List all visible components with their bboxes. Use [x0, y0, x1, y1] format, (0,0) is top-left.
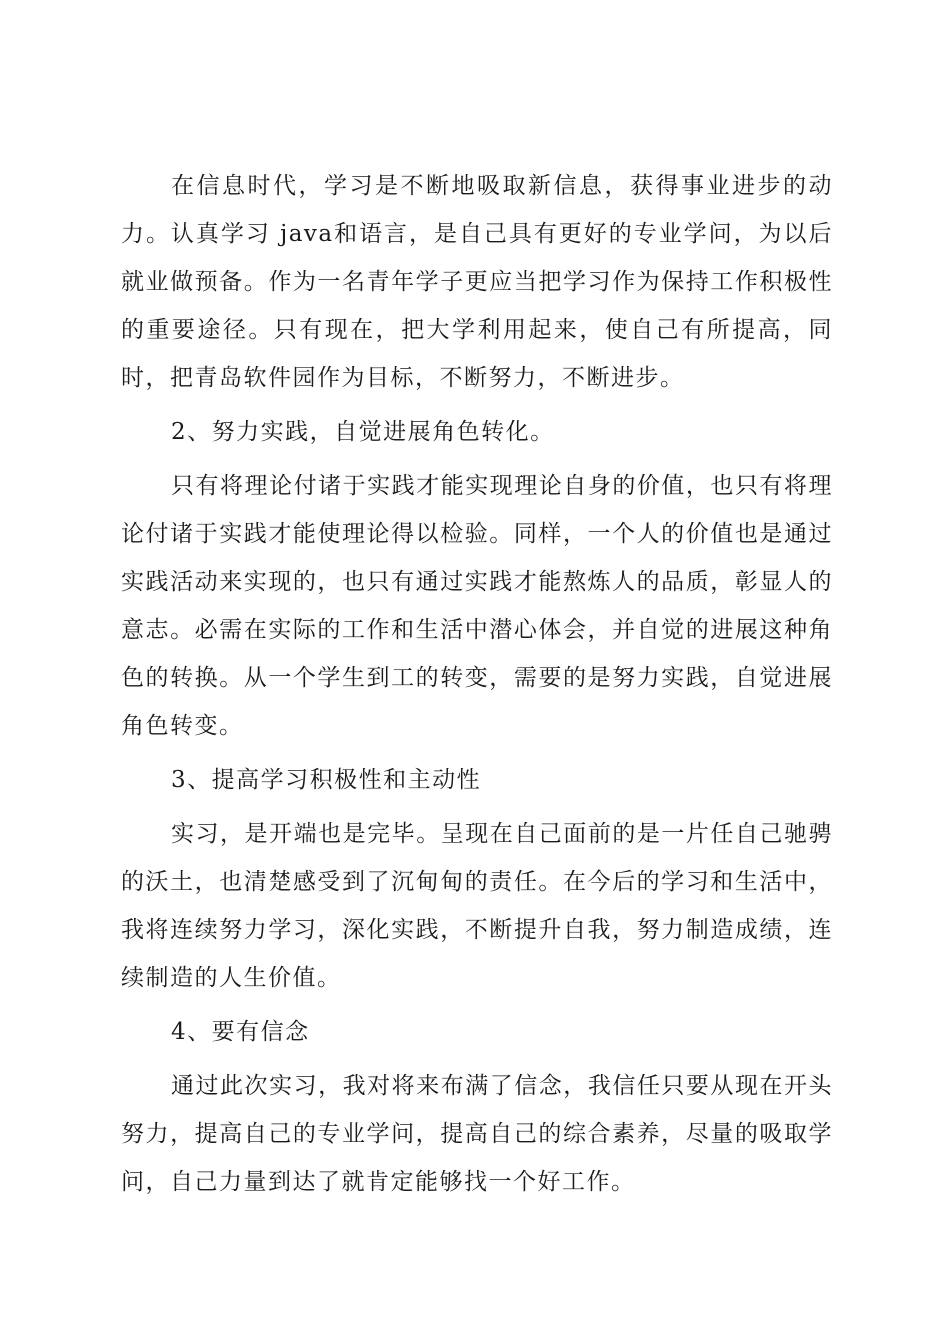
paragraph-practice: 只有将理论付诸于实践才能实现理论自身的价值，也只有将理论付诸于实践才能使理论得以检验。同样，一个人的价值也是通过实践活动来实现的，也只有通过实践才能熬炼人的品质，彰显人的意志。必需在实际的工作和生活中潜心体会，并自觉的进展这种角色的转换。从一个学生到工的转变，需要的是努力实践，自觉进展角色转变。	[121, 473, 833, 739]
paragraph-information-age: 在信息时代，学习是不断地吸取新信息，获得事业进步的动力。认真学习 java和语言，是自己具有更好的专业学问，为以后就业做预备。作为一名青年学子更应当把学习作为保持工作积极性的重要途径。只有现在，把大学利用起来，使自己有所提高，同时，把青岛软件园作为目标，不断努力，不断进步。	[121, 173, 833, 391]
paragraph-initiative: 实习，是开端也是完毕。呈现在自己面前的是一片任自己驰骋的沃土，也清楚感受到了沉甸甸的责任。在今后的学习和生活中，我将连续努力学习，深化实践，不断提升自我，努力制造成绩，连续制造的人生价值。	[121, 821, 833, 991]
section-heading-belief: 4、要有信念	[171, 1019, 310, 1045]
section-heading-practice: 2、努力实践，自觉进展角色转化。	[171, 419, 555, 445]
document-body	[121, 162, 833, 1212]
section-heading-initiative: 3、提高学习积极性和主动性	[171, 767, 482, 793]
paragraph-belief: 通过此次实习，我对将来布满了信念，我信任只要从现在开头努力，提高自己的专业学问，提高自己的综合素养，尽量的吸取学问，自己力量到达了就肯定能够找一个好工作。	[121, 1073, 833, 1195]
